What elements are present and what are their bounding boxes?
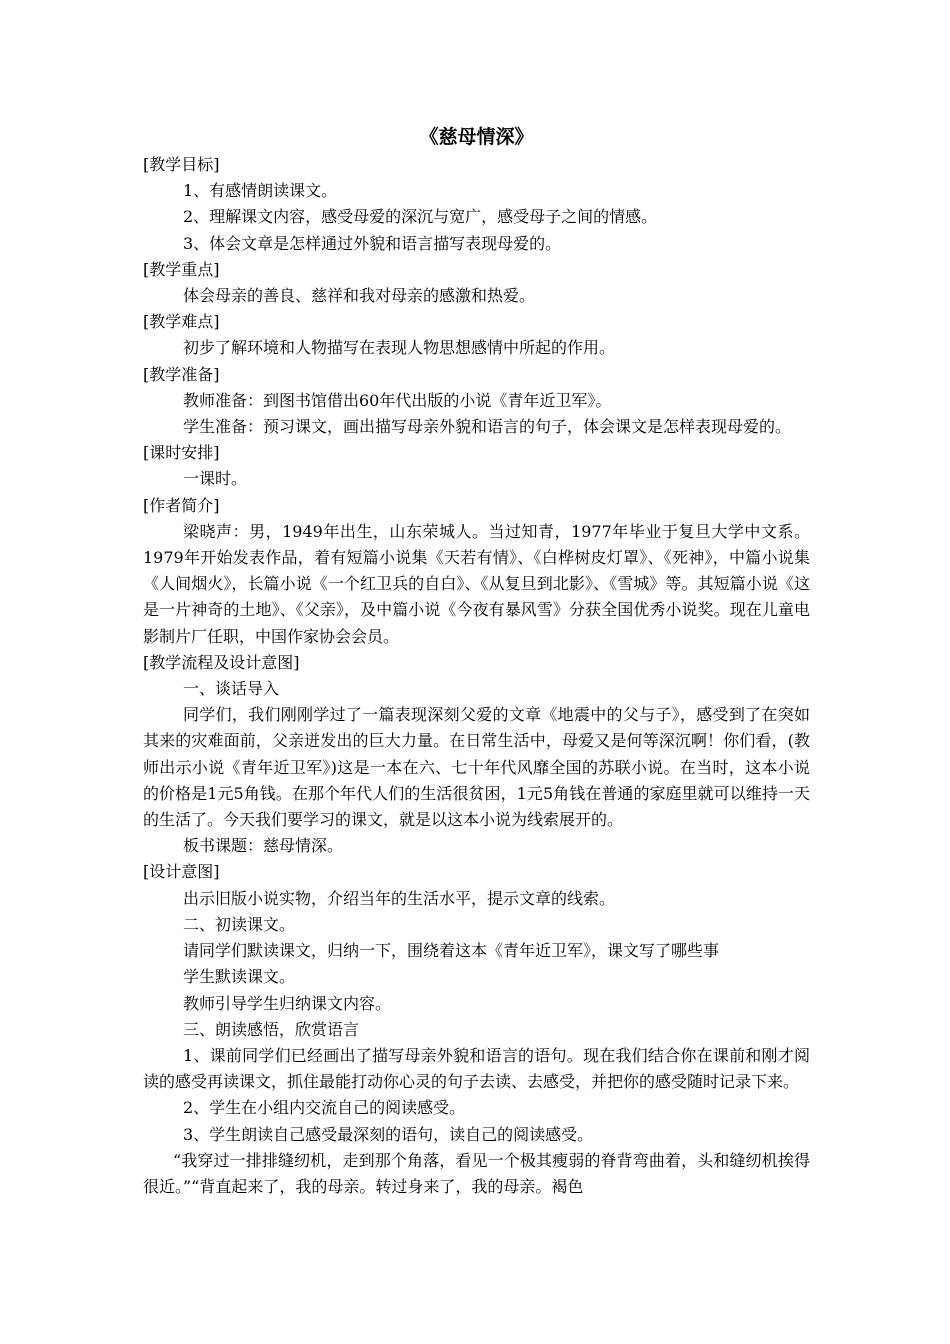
section2-line1: 请同学们默读课文，归纳一下，围绕着这本《青年近卫军》，课文写了哪些事 — [183, 941, 720, 961]
section3-item1: 1、课前同学们已经画出了描写母亲外貌和语言的语句。现在我们结合你在课前和刚才阅读的感受再读课文，抓住最能打动你心灵的句子去读、去感受，并把你的感受随时记录下来。 — [143, 1045, 810, 1092]
page-title: 《慈母情深》 — [419, 126, 534, 148]
section3-title: 三、朗读感悟，欣赏语言 — [183, 1019, 360, 1039]
difficulty-text: 初步了解环境和人物描写在表现人物思想感情中所起的作用。 — [183, 338, 616, 358]
author-heading: [作者简介] — [143, 495, 220, 515]
prep-teacher: 教师准备：到图书馆借出60年代出版的小说《青年近卫军》。 — [183, 390, 612, 410]
prep-heading: [教学准备] — [143, 364, 220, 384]
section3-item3: 3、学生朗读自己感受最深刻的语句，读自己的阅读感受。 — [183, 1124, 594, 1144]
section1-text: 同学们，我们刚刚学过了一篇表现深刻父爱的文章《地震中的父与子》，感受到了在突如其来的灾难面前，父亲迸发出的巨大力量。在日常生活中，母爱又是何等深沉啊！你们看，(教师出示小说《青年近卫军》)这是一本在六、七十年代风靡全国的苏联小说。在当时，这本小说的价格是1元5角钱。在那个年代人们的生活很贫困，1元5角钱在普通的家庭里就可以维持一天的生活了。今天我们要学习的课文，就是以这本小说为线索展开的。 — [143, 705, 810, 830]
section2-title: 二、初读课文。 — [183, 914, 296, 934]
goal-item-1: 1、有感情朗读课文。 — [183, 181, 338, 201]
author-text: 梁晓声：男，1949年出生，山东荣城人。当过知青，1977年毕业于复旦大学中文系。1979年开始发表作品，着有短篇小说集《天若有情》、《白桦树皮灯罩》、《死神》，中篇小说集《人间烟火》，长篇小说《一个红卫兵的自白》、《从复旦到北影》、《雪城》等。其短篇小说《这是一片神奇的土地》、《父亲》，及中篇小说《今夜有暴风雪》分获全国优秀小说奖。现在儿童电影制片厂任职，中国作家协会会员。 — [143, 521, 810, 646]
focus-heading: [教学重点] — [143, 259, 220, 279]
goal-item-3: 3、体会文章是怎样通过外貌和语言描写表现母爱的。 — [183, 233, 562, 253]
section3-quote: “我穿过一排排缝纫机，走到那个角落，看见一个极其瘦弱的脊背弯曲着，头和缝纫机挨得很近。”“背直起来了，我的母亲。转过身来了，我的母亲。褐色 — [143, 1150, 810, 1196]
board-title: 板书课题：慈母情深。 — [183, 836, 344, 856]
goals-heading: [教学目标] — [143, 155, 220, 174]
document-content — [143, 122, 810, 1200]
section3-item2: 2、学生在小组内交流自己的阅读感受。 — [183, 1098, 466, 1118]
schedule-text: 一课时。 — [183, 469, 248, 489]
section1-title: 一、谈话导入 — [183, 679, 280, 699]
section2-line2: 学生默读课文。 — [183, 967, 296, 987]
design-text: 出示旧版小说实物，介绍当年的生活水平，提示文章的线索。 — [183, 888, 616, 908]
prep-student: 学生准备：预习课文，画出描写母亲外貌和语言的句子，体会课文是怎样表现母爱的。 — [183, 417, 792, 437]
difficulty-heading: [教学难点] — [143, 312, 220, 332]
design-heading: [设计意图] — [143, 862, 220, 882]
section2-line3: 教师引导学生归纳课文内容。 — [183, 993, 392, 1013]
process-heading: [教学流程及设计意图] — [143, 652, 300, 672]
goal-item-2: 2、理解课文内容，感受母爱的深沉与宽广，感受母子之间的情感。 — [183, 207, 658, 227]
focus-text: 体会母亲的善良、慈祥和我对母亲的感激和热爱。 — [183, 286, 536, 306]
schedule-heading: [课时安排] — [143, 443, 220, 463]
